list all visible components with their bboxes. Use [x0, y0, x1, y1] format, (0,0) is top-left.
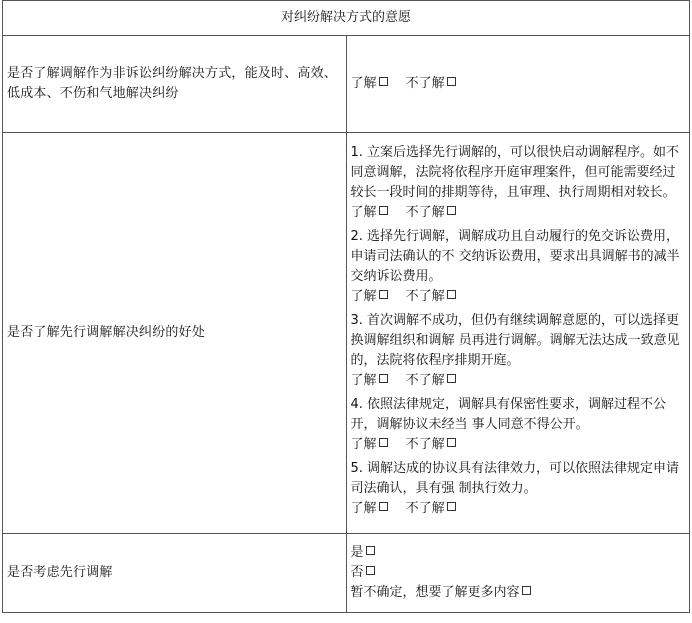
option-label: 了解	[350, 437, 377, 452]
option-group	[351, 371, 686, 391]
option-group	[351, 435, 686, 455]
checkbox-option[interactable]	[351, 499, 388, 519]
checkbox-option[interactable]	[351, 583, 686, 603]
checkbox-option[interactable]	[351, 543, 686, 563]
option-group	[351, 499, 686, 519]
answer-cell	[346, 133, 690, 534]
option-label: 不了解	[405, 437, 445, 452]
option-label: 不了解	[405, 205, 445, 220]
option-label: 不了解	[405, 76, 445, 91]
option-label: 了解	[350, 76, 377, 91]
option-label: 了解	[350, 501, 377, 516]
option-label: 暂不确定，想要了解更多内容	[350, 585, 520, 600]
checkbox-icon[interactable]	[379, 290, 388, 299]
checkbox-option[interactable]	[351, 435, 388, 455]
checkbox-icon[interactable]	[447, 374, 456, 383]
option-label: 了解	[350, 289, 377, 304]
checkbox-option[interactable]	[406, 287, 456, 307]
checkbox-option[interactable]	[351, 74, 388, 94]
checkbox-icon[interactable]	[379, 206, 388, 215]
checkbox-option[interactable]	[406, 435, 456, 455]
option-label: 不了解	[405, 373, 445, 388]
checkbox-option[interactable]	[351, 563, 686, 583]
checkbox-option[interactable]	[351, 287, 388, 307]
checkbox-icon[interactable]	[522, 586, 531, 595]
answer-cell	[346, 36, 690, 133]
checkbox-icon[interactable]	[379, 374, 388, 383]
checkbox-icon[interactable]	[447, 438, 456, 447]
checkbox-icon[interactable]	[366, 566, 375, 575]
checkbox-icon[interactable]	[447, 206, 456, 215]
benefit-item-text: 4. 依照法律规定，调解具有保密性要求，调解过程不公开，调解协议未经当 事人同意不得公开。	[350, 397, 667, 432]
table-row	[3, 36, 690, 133]
checkbox-icon[interactable]	[379, 438, 388, 447]
option-label: 否	[350, 565, 364, 580]
checkbox-icon[interactable]	[447, 290, 456, 299]
checkbox-option[interactable]	[406, 74, 456, 94]
checkbox-icon[interactable]	[379, 77, 388, 86]
benefit-item-text: 3. 首次调解不成功，但仍有继续调解意愿的，可以选择更换调解组织和调解 员再进行调解。调解无法达成一致意见的，法院将依程序排期开庭。	[350, 313, 680, 368]
question-cell: 是否考虑先行调解	[3, 534, 347, 613]
option-label: 了解	[350, 373, 377, 388]
option-label: 不了解	[405, 501, 445, 516]
question-cell: 是否了解先行调解解决纠纷的好处	[3, 133, 347, 534]
option-group	[351, 203, 686, 223]
checkbox-option[interactable]	[351, 371, 388, 391]
checkbox-option[interactable]	[406, 371, 456, 391]
intent-form-table	[2, 0, 690, 613]
benefit-item-text: 2. 选择先行调解，调解成功且自动履行的免交诉讼费用，申请司法确认的不 交纳诉讼费用，要求出具调解书的减半交纳诉讼费用。	[350, 229, 680, 284]
question-cell: 是否了解调解作为非诉讼纠纷解决方式，能及时、高效、低成本、不伤和气地解决纠纷	[3, 36, 347, 133]
answer-cell	[346, 534, 690, 613]
table-row	[3, 534, 690, 613]
benefit-item-text: 5. 调解达成的协议具有法律效力，可以依照法律规定申请司法确认，具有强 制执行效力。	[350, 461, 680, 496]
checkbox-icon[interactable]	[447, 502, 456, 511]
checkbox-option[interactable]	[351, 203, 388, 223]
option-label: 不了解	[405, 289, 445, 304]
checkbox-icon[interactable]	[447, 77, 456, 86]
option-group	[351, 287, 686, 307]
checkbox-option[interactable]	[406, 499, 456, 519]
checkbox-icon[interactable]	[379, 502, 388, 511]
checkbox-option[interactable]	[406, 203, 456, 223]
checkbox-icon[interactable]	[366, 546, 375, 555]
form-title: 对纠纷解决方式的意愿	[3, 1, 690, 36]
option-label: 了解	[350, 205, 377, 220]
option-label: 是	[350, 545, 364, 560]
benefit-item-text: 1. 立案后选择先行调解的，可以很快启动调解程序。如不同意调解，法院将依程序开庭审理案件，但可能需要经过较长一段时间的排期等待，且审理、执行周期相对较长。	[350, 145, 680, 200]
table-row	[3, 133, 690, 534]
